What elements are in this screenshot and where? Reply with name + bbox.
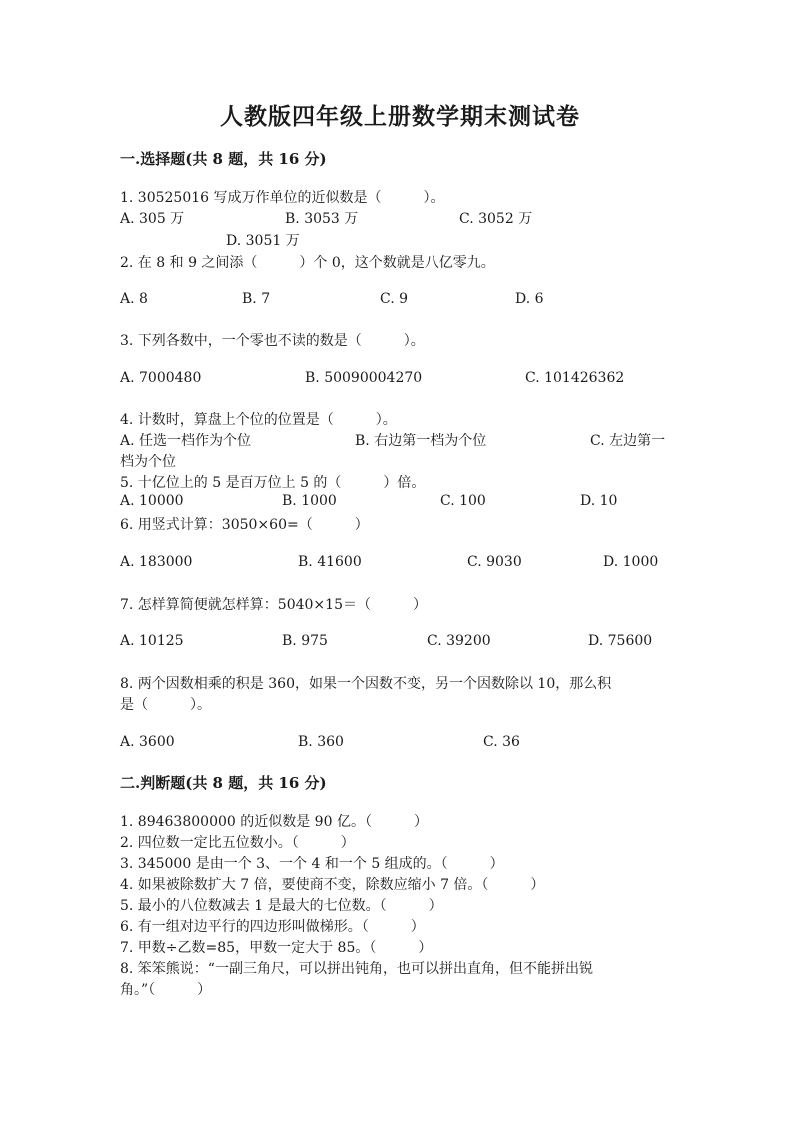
- q4-option-b: B. 右边第一档为个位: [355, 433, 487, 449]
- q2-option-d: D. 6: [515, 291, 544, 307]
- q6-option-c: C. 9030: [467, 554, 522, 570]
- q8-option-a: A. 3600: [120, 734, 175, 750]
- q4-option-c-continued: 档为个位: [120, 454, 176, 470]
- question-3: 3. 下列各数中，一个零也不读的数是（ ）。: [120, 333, 425, 349]
- question-2: 2. 在 8 和 9 之间添（ ）个 0，这个数就是八亿零九。: [120, 255, 495, 271]
- judgement-item-6: 6. 有一组对边平行的四边形叫做梯形。（ ）: [120, 919, 425, 935]
- q7-option-a: A. 10125: [120, 633, 184, 649]
- q5-option-a: A. 10000: [120, 493, 184, 509]
- q5-option-c: C. 100: [440, 493, 486, 509]
- judgement-item-4: 4. 如果被除数扩大 7 倍，要使商不变，除数应缩小 7 倍。（ ）: [120, 877, 545, 893]
- question-8-line-2: 是（ ）。: [120, 697, 211, 713]
- q7-option-c: C. 39200: [427, 633, 491, 649]
- q5-option-b: B. 1000: [282, 493, 337, 509]
- q8-option-c: C. 36: [483, 734, 520, 750]
- q5-option-d: D. 10: [580, 493, 618, 509]
- q1-option-a: A. 305 万: [120, 211, 185, 227]
- q6-option-d: D. 1000: [603, 554, 659, 570]
- question-5: 5. 十亿位上的 5 是百万位上 5 的（ ）倍。: [120, 475, 426, 491]
- judgement-item-8-line-1: 8. 笨笨熊说：“一副三角尺，可以拼出钝角，也可以拼出直角，但不能拼出锐: [120, 961, 593, 977]
- judgement-item-5: 5. 最小的八位数减去 1 是最大的七位数。（ ）: [120, 898, 443, 914]
- q7-option-d: D. 75600: [588, 633, 653, 649]
- judgement-item-7: 7. 甲数÷乙数=85，甲数一定大于 85。（ ）: [120, 940, 433, 956]
- q7-option-b: B. 975: [282, 633, 328, 649]
- q2-option-b: B. 7: [242, 291, 271, 307]
- q6-option-a: A. 183000: [120, 554, 193, 570]
- judgement-item-3: 3. 345000 是由一个 3、一个 4 和一个 5 组成的。（ ）: [120, 856, 504, 872]
- q6-option-b: B. 41600: [298, 554, 362, 570]
- judgement-item-8-line-2: 角。”（ ）: [120, 982, 212, 998]
- question-1: 1. 30525016 写成万作单位的近似数是（ ）。: [120, 190, 445, 206]
- section-heading-judgement: 二.判断题(共 8 题，共 16 分): [120, 774, 327, 792]
- page-title: 人教版四年级上册数学期末测试卷: [220, 103, 580, 130]
- question-8-line-1: 8. 两个因数相乘的积是 360，如果一个因数不变，另一个因数除以 10，那么积: [120, 676, 612, 692]
- q3-option-a: A. 7000480: [120, 370, 202, 386]
- q1-option-d: D. 3051 万: [226, 233, 300, 249]
- q2-option-a: A. 8: [120, 291, 148, 307]
- q3-option-b: B. 50090004270: [305, 370, 423, 386]
- q1-option-c: C. 3052 万: [459, 211, 533, 227]
- q4-option-a: A. 任选一档作为个位: [120, 433, 252, 449]
- q4-option-c: C. 左边第一: [590, 433, 666, 449]
- q8-option-b: B. 360: [298, 734, 344, 750]
- question-7: 7. 怎样算简便就怎样算：5040×15＝（ ）: [120, 597, 427, 613]
- section-heading-choice: 一.选择题(共 8 题，共 16 分): [120, 150, 327, 168]
- judgement-item-1: 1. 89463800000 的近似数是 90 亿。（ ）: [120, 814, 428, 830]
- judgement-item-2: 2. 四位数一定比五位数小。（ ）: [120, 835, 355, 851]
- q3-option-c: C. 101426362: [525, 370, 625, 386]
- q1-option-b: B. 3053 万: [285, 211, 359, 227]
- question-4: 4. 计数时，算盘上个位的位置是（ ）。: [120, 412, 397, 428]
- q2-option-c: C. 9: [380, 291, 409, 307]
- question-6: 6. 用竖式计算：3050×60=（ ）: [120, 517, 369, 533]
